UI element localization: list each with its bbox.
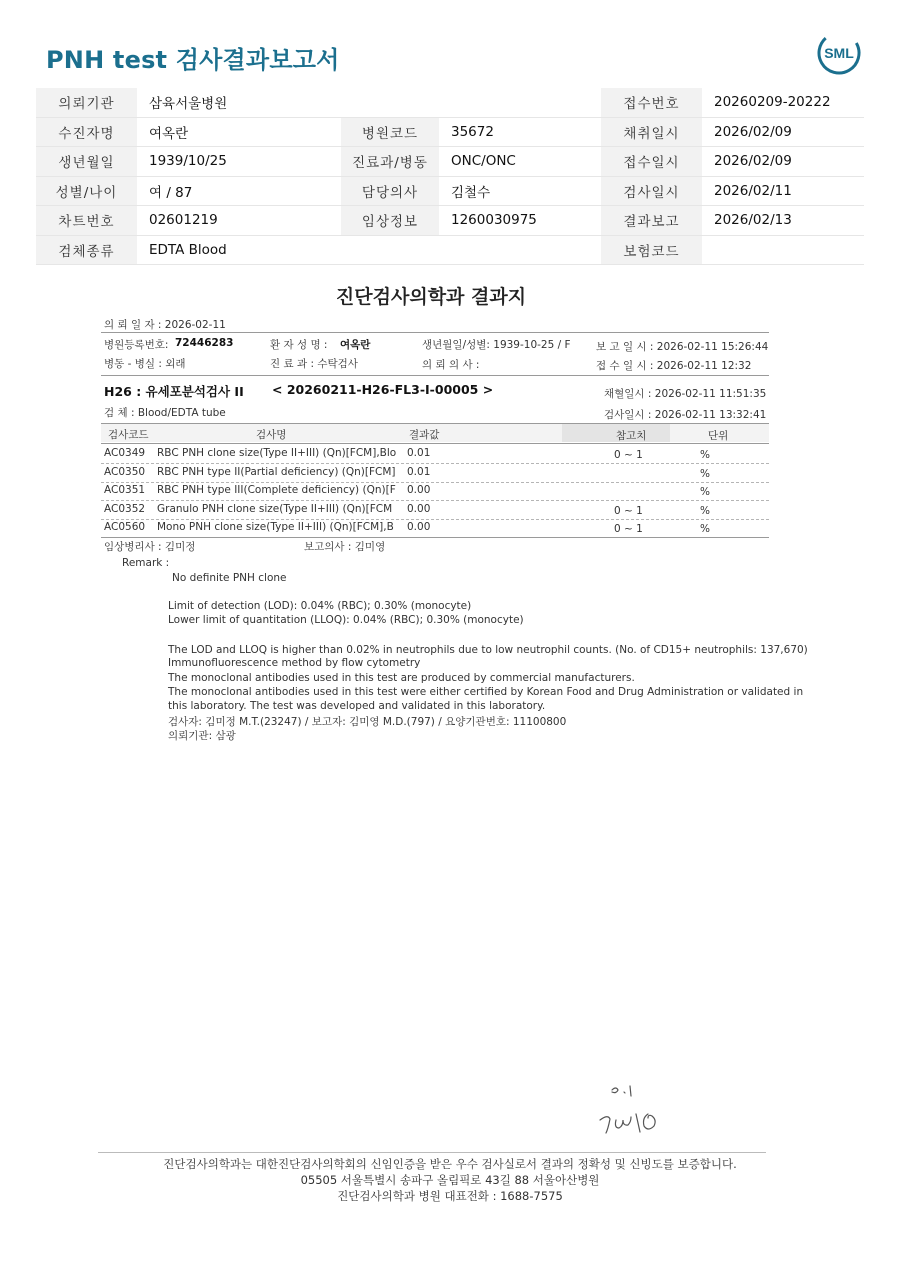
exam-date: 검사일시 : 2026-02-11 13:32:41: [604, 409, 767, 421]
info-label: [341, 235, 439, 265]
test-id: < 20260211-H26-FL3-I-00005 >: [272, 382, 494, 397]
remark-line: Immunofluorescence method by flow cytometry: [168, 657, 421, 669]
result-name: RBC PNH clone size(Type II+III) (Qn)[FCM],Blo: [157, 447, 397, 459]
svg-text:SML: SML: [824, 45, 854, 61]
request-date: 의 뢰 일 자 : 2026-02-11: [104, 319, 226, 331]
info-value: 35672: [439, 117, 601, 147]
info-value: 김철수: [439, 176, 601, 206]
collect-date: 채혈일시 : 2026-02-11 11:51:35: [604, 388, 767, 400]
remark-line: The monoclonal antibodies used in this test were either certified by Korean Food and Drug Administration or validated in: [168, 686, 804, 698]
result-result: 0.00: [407, 484, 431, 496]
reg-no-label: 병원등록번호:: [104, 339, 169, 351]
result-unit: %: [700, 486, 710, 498]
result-unit: %: [700, 504, 710, 517]
row-divider: [101, 500, 769, 501]
remark-line: Limit of detection (LOD): 0.04% (RBC); 0.30% (monocyte): [168, 600, 472, 612]
info-label: 채취일시: [601, 117, 702, 147]
dob-sex: 생년월일/성별: 1939-10-25 / F: [422, 339, 571, 351]
sml-logo: [816, 30, 862, 76]
info-row: [36, 235, 864, 265]
info-label: 검체종류: [36, 235, 137, 265]
result-code: AC0352: [104, 502, 146, 515]
footer-certification: 진단검사의학과는 대한진단검사의학회의 신임인증을 받은 우수 검사실로서 결과의 정확성 및 신빙도를 보증합니다.: [163, 1157, 737, 1171]
reporting-doctor: 보고의사 : 김미영: [304, 541, 386, 553]
info-value: 1939/10/25: [137, 147, 341, 177]
col-unit: 단위: [708, 430, 729, 442]
info-label: 진료과/병동: [341, 147, 439, 177]
department: 진 료 과 : 수탁검사: [270, 358, 358, 370]
info-row: [36, 147, 864, 177]
remark-line: Lower limit of quantitation (LLOQ): 0.04% (RBC); 0.30% (monocyte): [168, 614, 524, 626]
info-value: 1260030975: [439, 206, 601, 236]
remark-line: 검사자: 김미정 M.T.(23247) / 보고자: 김미영 M.D.(797) / 요양기관번호: 11100800: [168, 716, 567, 728]
info-value: 2026/02/11: [702, 176, 864, 206]
remark-label: Remark :: [122, 557, 170, 569]
info-value: [439, 235, 601, 265]
result-code: AC0560: [104, 521, 146, 533]
patient-label: 환 자 성 명 :: [270, 339, 328, 351]
col-code: 검사코드: [108, 429, 149, 441]
result-result: 0.00: [407, 521, 431, 533]
remark-line: No definite PNH clone: [172, 572, 287, 584]
remark-line: The LOD and LLOQ is higher than 0.02% in neutrophils due to low neutrophil counts. (No. of CD15+ neutrophils: 137,670): [168, 644, 808, 656]
divider: [101, 423, 769, 424]
info-value: ONC/ONC: [439, 147, 601, 177]
patient-info-table: [36, 88, 864, 265]
result-result: 0.01: [407, 465, 431, 478]
col-ref: 참고치: [616, 430, 647, 442]
result-name: Mono PNH clone size(Type II+III) (Qn)[FCM],B: [157, 521, 394, 533]
report-date: 보 고 일 시 : 2026-02-11 15:26:44: [596, 341, 769, 353]
specimen: 검 체 : Blood/EDTA tube: [104, 407, 226, 419]
info-value: 2026/02/13: [702, 206, 864, 236]
clinical-pathologist: 임상병리사 : 김미정: [104, 541, 196, 553]
remark-line: this laboratory. The test was developed and validated in this laboratory.: [168, 700, 546, 712]
info-label: 수진자명: [36, 117, 137, 147]
result-name: RBC PNH type III(Complete deficiency) (Qn)[F: [157, 484, 396, 496]
table-end-divider: [101, 537, 769, 538]
col-result: 결과값: [409, 429, 440, 441]
footer-contact: 진단검사의학과 병원 대표전화 : 1688-7575: [337, 1189, 563, 1203]
result-ref: 0 ~ 1: [614, 504, 643, 517]
info-label: 담당의사: [341, 176, 439, 206]
info-value: EDTA Blood: [137, 235, 341, 265]
row-divider: [101, 519, 769, 520]
row-divider: [101, 482, 769, 483]
info-label: 성별/나이: [36, 176, 137, 206]
footer-divider: [98, 1152, 766, 1153]
info-label: 병원코드: [341, 117, 439, 147]
requesting-doctor: 의 뢰 의 사 :: [422, 359, 480, 371]
ward: 병동 - 병실 : 외래: [104, 358, 186, 370]
info-value: 02601219: [137, 206, 341, 236]
result-unit: %: [700, 523, 710, 535]
remark-line: 의뢰기관: 삼광: [168, 730, 236, 742]
info-label: [341, 88, 439, 117]
result-code: AC0350: [104, 465, 146, 478]
footer-address: 05505 서울특별시 송파구 올림픽로 43길 88 서울아산병원: [300, 1173, 600, 1187]
info-value: 여옥란: [137, 117, 341, 147]
result-ref: 0 ~ 1: [614, 449, 643, 461]
test-title: H26 : 유세포분석검사 II: [104, 384, 244, 399]
patient-name: 여옥란: [340, 339, 371, 351]
info-value: 2026/02/09: [702, 117, 864, 147]
result-unit: %: [700, 449, 710, 461]
page-title: PNH test 검사결과보고서: [46, 46, 340, 74]
result-name: RBC PNH type II(Partial deficiency) (Qn)[FCM]: [157, 465, 396, 478]
result-code: AC0351: [104, 484, 146, 496]
info-label: 검사일시: [601, 176, 702, 206]
info-label: 의뢰기관: [36, 88, 137, 117]
result-result: 0.00: [407, 502, 431, 515]
info-value: 여 / 87: [137, 176, 341, 206]
info-value: 2026/02/09: [702, 147, 864, 177]
info-row: [36, 176, 864, 206]
info-value: [702, 235, 864, 265]
receipt-date: 접 수 일 시 : 2026-02-11 12:32: [596, 360, 752, 372]
info-value: [439, 88, 601, 117]
divider: [101, 375, 769, 376]
info-label: 보험코드: [601, 235, 702, 265]
info-row: [36, 88, 864, 117]
result-unit: %: [700, 467, 710, 480]
info-value: 20260209-20222: [702, 88, 864, 117]
info-label: 임상정보: [341, 206, 439, 236]
report-subtitle: 진단검사의학과 결과지: [335, 286, 527, 308]
reg-no: 72446283: [175, 337, 234, 349]
divider: [101, 443, 769, 444]
divider: [101, 332, 769, 333]
info-row: [36, 206, 864, 236]
info-label: 접수번호: [601, 88, 702, 117]
row-divider: [101, 463, 769, 464]
info-label: 접수일시: [601, 147, 702, 177]
info-row: [36, 117, 864, 147]
result-name: Granulo PNH clone size(Type II+III) (Qn)[FCM: [157, 502, 393, 515]
result-code: AC0349: [104, 447, 146, 459]
info-label: 차트번호: [36, 206, 137, 236]
remark-line: The monoclonal antibodies used in this test are produced by commercial manufacturers.: [168, 672, 635, 684]
result-ref: 0 ~ 1: [614, 523, 643, 535]
info-value: 삼육서울병원: [137, 88, 341, 117]
info-label: 결과보고: [601, 206, 702, 236]
info-label: 생년월일: [36, 147, 137, 177]
col-name: 검사명: [256, 429, 287, 441]
handwritten-signature: [590, 1080, 700, 1150]
result-result: 0.01: [407, 447, 431, 459]
